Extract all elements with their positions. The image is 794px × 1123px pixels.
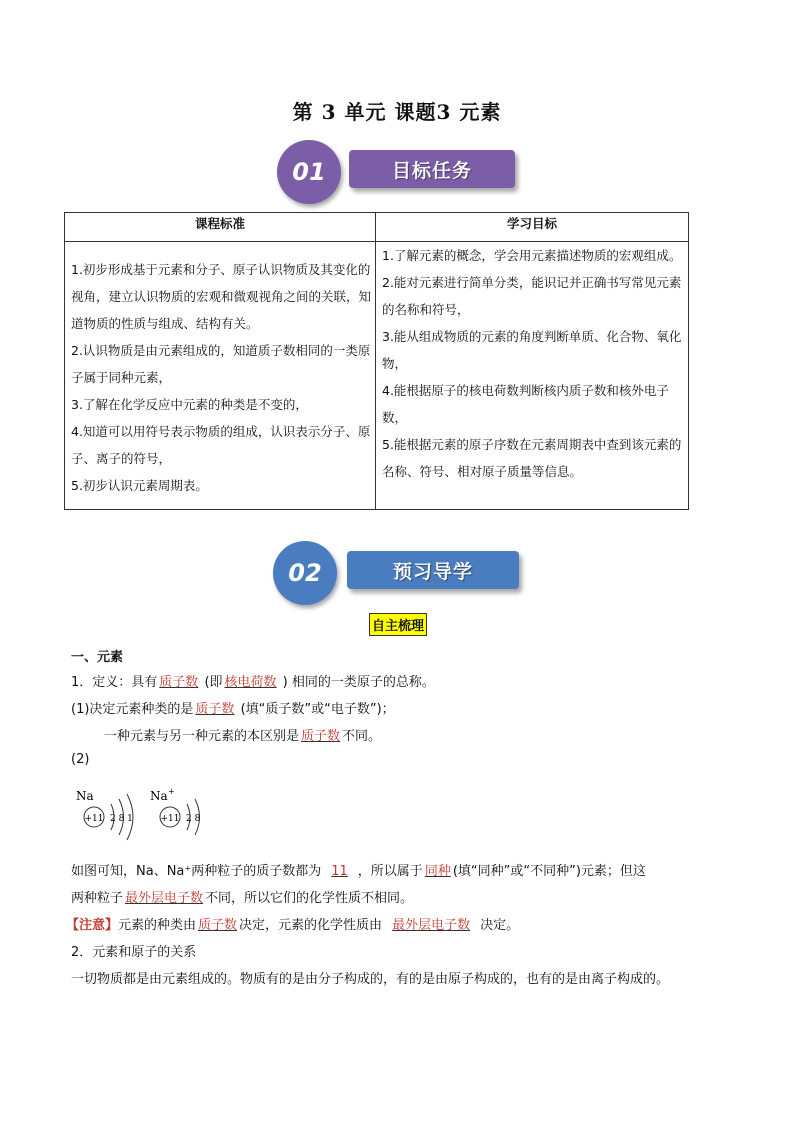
answer-blank: 质子数 xyxy=(195,702,235,717)
paragraph-line-1: 如图可知，Na、Na⁺两种粒子的质子数都为 11 ，所以属于 同种 (填“同种”或“不同种”)元素；但这 xyxy=(71,864,646,879)
sodium-atom-diagram xyxy=(76,789,133,840)
ion-charge: + xyxy=(168,787,175,796)
note-line: 【注意】元素的种类由 质子数 决定，元素的化学性质由 最外层电子数 决定。 xyxy=(66,918,520,933)
section-label-preview: 预习导学 xyxy=(347,551,519,589)
nucleus-label: +11 xyxy=(84,814,104,824)
standard-item: 2.认识物质是由元素组成的，知道质子数相同的一类原子属于同种元素， xyxy=(71,343,371,385)
heading-element: 一、元素 xyxy=(71,650,124,665)
ion-symbol: Na xyxy=(150,789,168,803)
objective-item: 1.了解元素的概念，学会用元素描述物质的宏观组成。 xyxy=(382,248,682,263)
answer-blank: 质子数 xyxy=(198,918,238,933)
objective-item: 3.能从组成物质的元素的角度判断单质、化合物、氧化物， xyxy=(382,329,682,371)
section-label-goals: 目标任务 xyxy=(349,150,515,188)
standard-item: 5.初步认识元素周期表。 xyxy=(71,478,208,493)
question-2-label: (2) xyxy=(71,752,90,767)
nucleus-label: +11 xyxy=(160,814,180,824)
paragraph-line-2: 两种粒子 最外层电子数 不同，所以它们的化学性质不相同。 xyxy=(71,891,414,906)
answer-blank: 最外层电子数 xyxy=(392,918,471,933)
objectives-cell xyxy=(376,242,689,510)
heading-element-atom: 2．元素和原子的关系 xyxy=(71,945,197,960)
answer-blank: 最外层电子数 xyxy=(125,891,204,906)
standard-item: 4.知道可以用符号表示物质的组成，认识表示分子、原子、离子的符号， xyxy=(71,424,371,466)
objective-item: 2.能对元素进行简单分类，能识记并正确书写常见元素的名称和符号， xyxy=(382,275,682,317)
goals-table xyxy=(64,212,689,510)
objective-item: 4.能根据原子的核电荷数判断核内质子数和核外电子数， xyxy=(382,383,669,425)
answer-blank: 质子数 xyxy=(301,729,341,744)
question-1b-line: 一种元素与另一种元素的本区别是 质子数 不同。 xyxy=(104,729,382,744)
atom-structure-diagrams xyxy=(72,780,222,850)
table-header-standard: 课程标准 xyxy=(65,213,376,242)
section-number-preview: 02 xyxy=(273,541,337,605)
standard-item: 3.了解在化学反应中元素的种类是不变的， xyxy=(71,397,308,412)
answer-blank: 核电荷数 xyxy=(224,675,277,690)
atom-symbol: Na xyxy=(76,789,94,803)
question-1-line: (1)决定元素种类的是 质子数 (填“质子数”或“电子数”)； xyxy=(71,702,395,717)
answer-blank: 11 xyxy=(331,864,348,879)
final-paragraph: 一切物质都是由元素组成的。物质有的是由分子构成的，有的是由原子构成的，也有的是由离子构成的。 xyxy=(71,972,670,987)
answer-blank: 质子数 xyxy=(159,675,199,690)
standards-cell xyxy=(65,242,376,510)
definition-line: 1．定义：具有 质子数 (即 核电荷数 ) 相同的一类原子的总称。 xyxy=(71,675,435,690)
objective-item: 5.能根据元素的原子序数在元素周期表中查到该元素的名称、符号、相对原子质量等信息。 xyxy=(382,437,682,479)
shell-electrons: 2 8 xyxy=(186,814,201,824)
table-header-objectives: 学习目标 xyxy=(376,213,689,242)
sodium-ion-diagram xyxy=(150,787,201,835)
shell-electrons: 2 8 1 xyxy=(110,814,133,824)
note-label: 【注意】 xyxy=(66,918,119,933)
page-title: 第 3 单元 课题3 元素 xyxy=(292,100,502,124)
answer-blank: 同种 xyxy=(424,864,451,879)
section-number-goals: 01 xyxy=(277,140,341,204)
standard-item: 1.初步形成基于元素和分子、原子认识物质及其变化的视角，建立认识物质的宏观和微观视角之间的关联，知道物质的性质与组成、结构有关。 xyxy=(71,262,372,331)
self-review-tag: 自主梳理 xyxy=(369,613,427,636)
